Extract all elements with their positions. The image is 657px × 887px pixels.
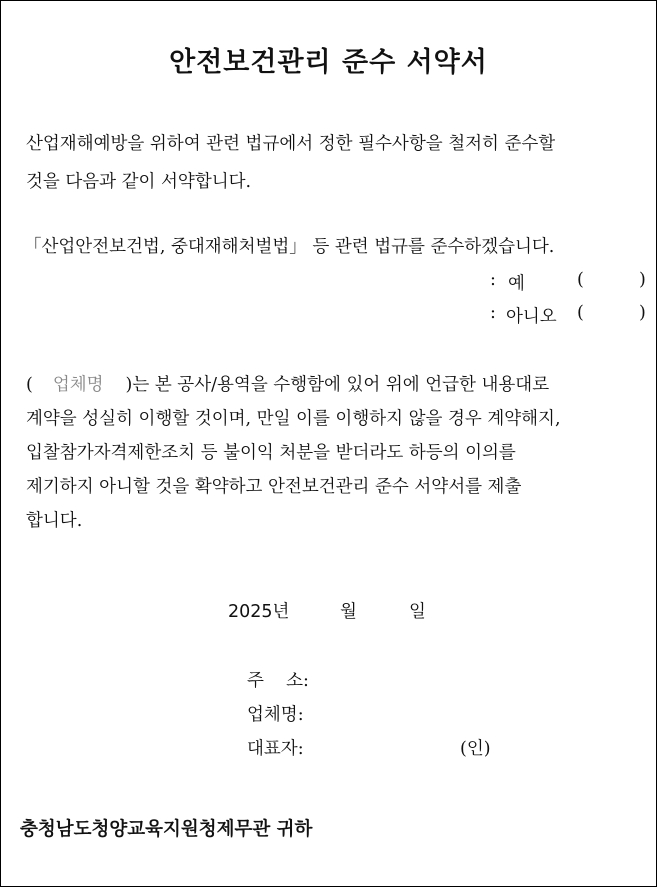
pledge-line-3: 입찰참가자격제한조치 등 불이익 처분을 받더라도 하등의 이의를 xyxy=(26,443,516,463)
date-year: 2025년 xyxy=(228,602,290,622)
seal-mark: (인) xyxy=(460,739,491,759)
representative-label: 대표자: xyxy=(247,739,304,759)
company-label: 업체명: xyxy=(247,705,304,725)
pledge-line-1-text: )는 본 공사/용역을 수행함에 있어 위에 언급한 내용대로 xyxy=(125,375,550,395)
intro-line-1: 산업재해예방을 위하여 관련 법규에서 정한 필수사항을 철저히 준수할 xyxy=(26,134,556,154)
option-no-paren-close: ) xyxy=(639,303,646,323)
pledge-line-2: 계약을 성실히 이행할 것이며, 만일 이를 이행하지 않을 경우 계약해지, xyxy=(26,409,561,429)
pledge-line-1 xyxy=(26,368,636,402)
option-no-label: 아니오 xyxy=(506,307,557,327)
option-yes-colon: : xyxy=(490,270,496,290)
date-month: 월 xyxy=(340,602,357,622)
option-yes-label: 예 xyxy=(508,274,525,294)
addressee: 충청남도청양교육지원청제무관 귀하 xyxy=(20,819,313,840)
document-title: 안전보건관리 준수 서약서 xyxy=(169,47,488,78)
pledge-line-5: 합니다. xyxy=(26,511,83,531)
option-no-colon: : xyxy=(490,303,496,323)
company-name-placeholder: 업체명 xyxy=(52,375,104,395)
pledge-line-4: 제기하지 아니할 것을 확약하고 안전보건관리 준수 서약서를 제출 xyxy=(26,477,522,497)
option-yes-paren-close: ) xyxy=(639,270,646,290)
date-day: 일 xyxy=(409,602,426,622)
pledge-open-paren: ( xyxy=(26,375,33,395)
pledge-paragraph xyxy=(26,368,636,538)
law-statement: 「산업안전보건법, 중대재해처벌법」 등 관련 법규를 준수하겠습니다. xyxy=(24,237,555,257)
address-label: 주 소: xyxy=(247,671,309,691)
intro-line-2: 것을 다음과 같이 서약합니다. xyxy=(26,172,252,192)
option-no-paren-open: ( xyxy=(577,303,584,323)
option-yes-paren-open: ( xyxy=(577,270,584,290)
